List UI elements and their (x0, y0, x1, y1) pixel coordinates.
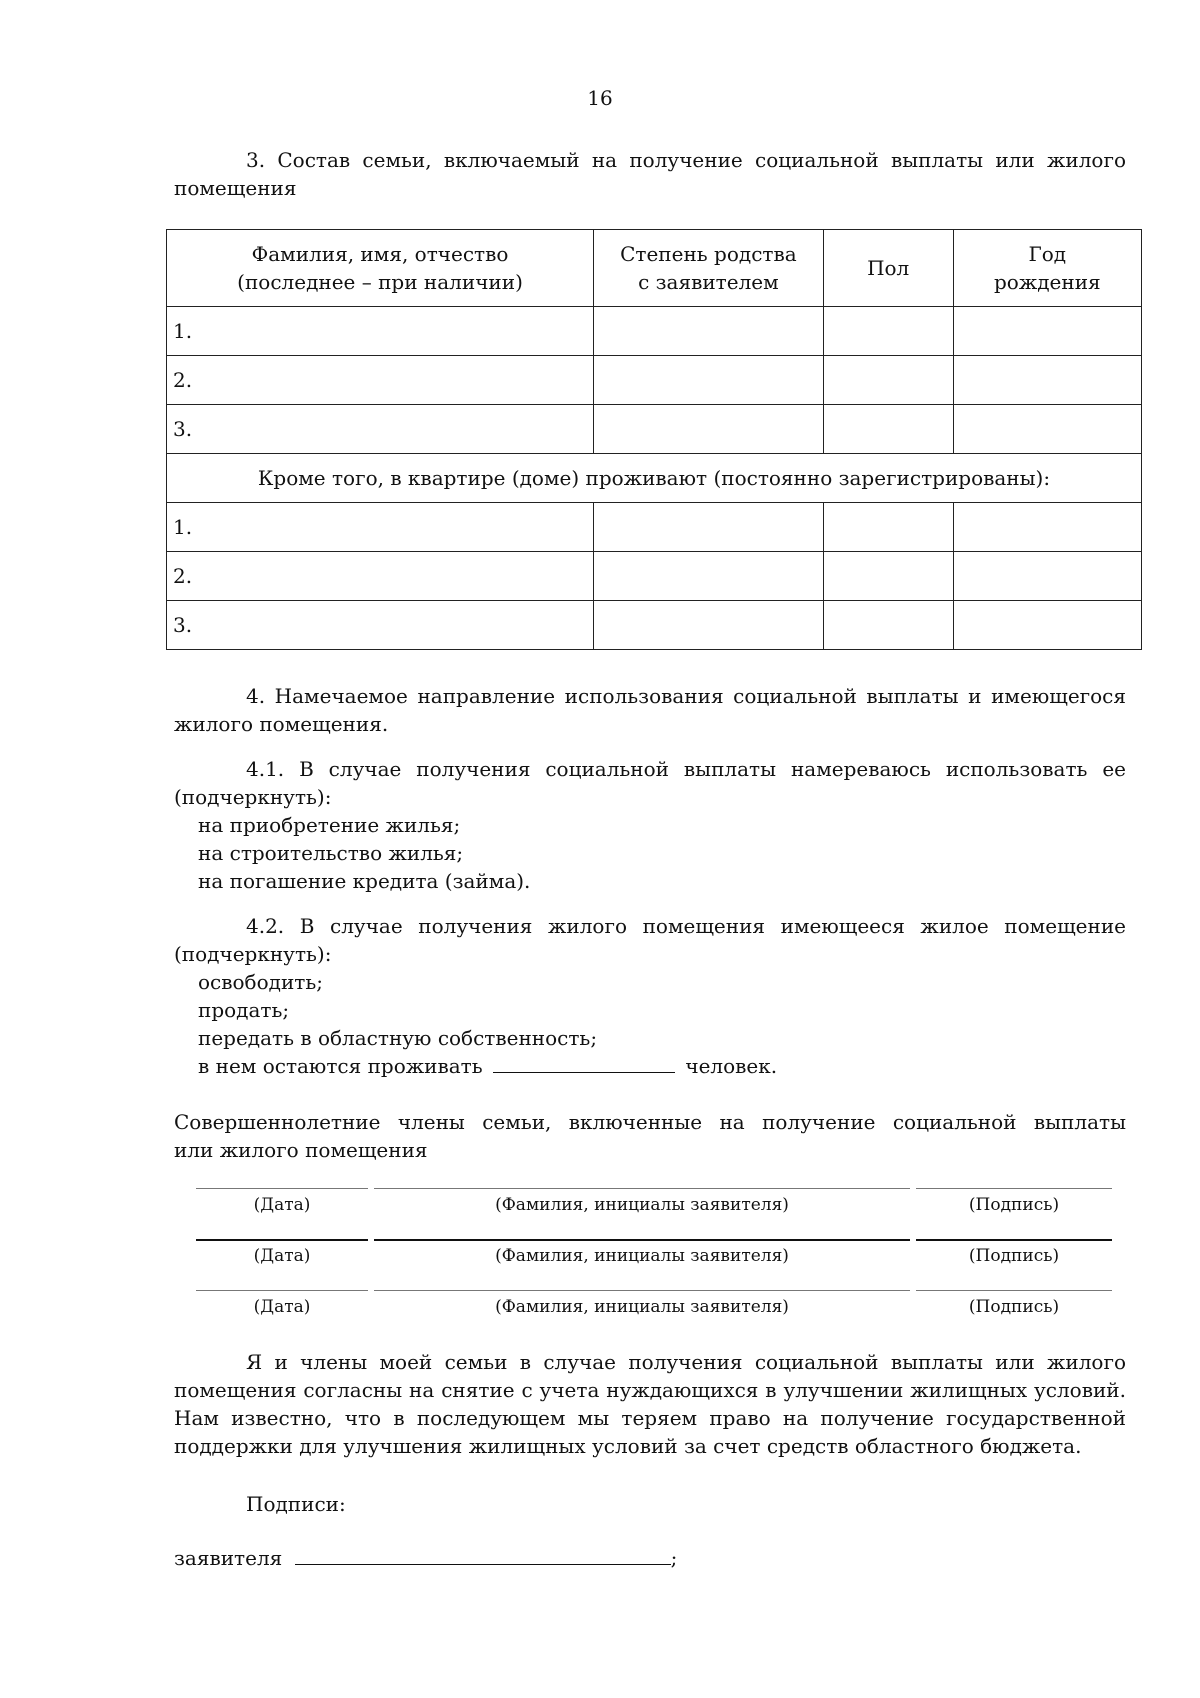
table-row (167, 503, 1142, 552)
consent-paragraph: Я и члены моей семьи в случае получения социальной выплаты или жилого помещения согласны на снятие с учета нуждающихся в улучшении жилищных условий. Нам известно, что в последующем мы теряем право на получение государственной поддержки для улучшения жилищных условий за счет средств областного бюджета. (174, 1350, 1126, 1458)
table-span-row (167, 454, 1142, 503)
section3-heading-line1: 3. Состав семьи, включаемый на получение социальной выплаты или жилого (246, 148, 1126, 172)
option-vacate[interactable]: освободить; (198, 970, 323, 994)
also-residing-label: Кроме того, в квартире (доме) проживают (постоянно зарегистрированы): (167, 454, 1142, 503)
sex-cell[interactable] (823, 552, 953, 601)
option-construction[interactable]: на строительство жилья; (198, 841, 464, 865)
section3-heading (174, 146, 1126, 202)
birth-year-cell[interactable] (953, 307, 1141, 356)
table-row (167, 356, 1142, 405)
row-number: 2. (167, 552, 594, 601)
section42-text: 4.2. В случае получения жилого помещения имеющееся жилое помещение (подчеркнуть): (174, 914, 1126, 966)
relationship-cell[interactable] (594, 552, 824, 601)
applicant-label: заявителя (174, 1546, 283, 1570)
name-caption: (Фамилия, инициалы заявителя) (495, 1246, 789, 1266)
signature-caption: (Подпись) (968, 1195, 1060, 1215)
date-line[interactable] (196, 1188, 368, 1189)
birth-year-cell[interactable] (953, 552, 1141, 601)
date-caption: (Дата) (253, 1297, 311, 1317)
applicant-signature-field[interactable] (295, 1544, 671, 1565)
header-full-name: Фамилия, имя, отчество (последнее – при наличии) (167, 230, 594, 307)
relationship-cell[interactable] (594, 405, 824, 454)
date-caption: (Дата) (253, 1246, 311, 1266)
row-number: 1. (167, 307, 594, 356)
table-row (167, 601, 1142, 650)
birth-year-cell[interactable] (953, 601, 1141, 650)
option-transfer[interactable]: передать в областную собственность; (198, 1026, 598, 1050)
section41-text: 4.1. В случае получения социальной выплаты намереваюсь использовать ее (подчеркнуть): (174, 757, 1126, 809)
applicant-signature-row: заявителя ; (174, 1546, 678, 1570)
row-number: 2. (167, 356, 594, 405)
relationship-cell[interactable] (594, 503, 824, 552)
relationship-cell[interactable] (594, 601, 824, 650)
row-number: 1. (167, 503, 594, 552)
signatures-title: Подписи: (246, 1492, 346, 1516)
signature-line[interactable] (916, 1188, 1112, 1189)
sex-cell[interactable] (823, 307, 953, 356)
name-caption: (Фамилия, инициалы заявителя) (495, 1195, 789, 1215)
sex-cell[interactable] (823, 601, 953, 650)
table-row (167, 552, 1142, 601)
row-number: 3. (167, 405, 594, 454)
name-line[interactable] (374, 1188, 910, 1189)
birth-year-cell[interactable] (953, 356, 1141, 405)
name-line[interactable] (374, 1239, 910, 1241)
birth-year-cell[interactable] (953, 405, 1141, 454)
signature-caption: (Подпись) (968, 1297, 1060, 1317)
section4-heading: 4. Намечаемое направление использования социальной выплаты и имеющегося жилого помещения. (174, 684, 1126, 736)
relationship-cell[interactable] (594, 356, 824, 405)
date-caption: (Дата) (253, 1195, 311, 1215)
sex-cell[interactable] (823, 503, 953, 552)
residents-remaining-line: в нем остаются проживать человек. (198, 1054, 778, 1078)
option-loan-repayment[interactable]: на погашение кредита (займа). (198, 869, 531, 893)
row-number: 3. (167, 601, 594, 650)
signature-caption: (Подпись) (968, 1246, 1060, 1266)
table-header-row (167, 230, 1142, 307)
table-row (167, 405, 1142, 454)
signature-line[interactable] (916, 1239, 1112, 1241)
birth-year-cell[interactable] (953, 503, 1141, 552)
name-line[interactable] (374, 1290, 910, 1291)
name-caption: (Фамилия, инициалы заявителя) (495, 1297, 789, 1317)
option-purchase[interactable]: на приобретение жилья; (198, 813, 461, 837)
family-table (166, 229, 1142, 650)
sex-cell[interactable] (823, 405, 953, 454)
header-sex: Пол (823, 230, 953, 307)
date-line[interactable] (196, 1290, 368, 1291)
section3-heading-line2: помещения (174, 176, 297, 200)
option-sell[interactable]: продать; (198, 998, 290, 1022)
header-relationship: Степень родства с заявителем (594, 230, 824, 307)
relationship-cell[interactable] (594, 307, 824, 356)
page-number: 16 (587, 86, 613, 110)
header-birth-year: Год рождения (953, 230, 1141, 307)
table-row (167, 307, 1142, 356)
adult-members-text: Совершеннолетние члены семьи, включенные на получение социальной выплаты или жилого помещения (174, 1110, 1126, 1162)
sex-cell[interactable] (823, 356, 953, 405)
date-line[interactable] (196, 1239, 368, 1241)
signature-line[interactable] (916, 1290, 1112, 1291)
residents-count-field[interactable] (493, 1052, 675, 1073)
